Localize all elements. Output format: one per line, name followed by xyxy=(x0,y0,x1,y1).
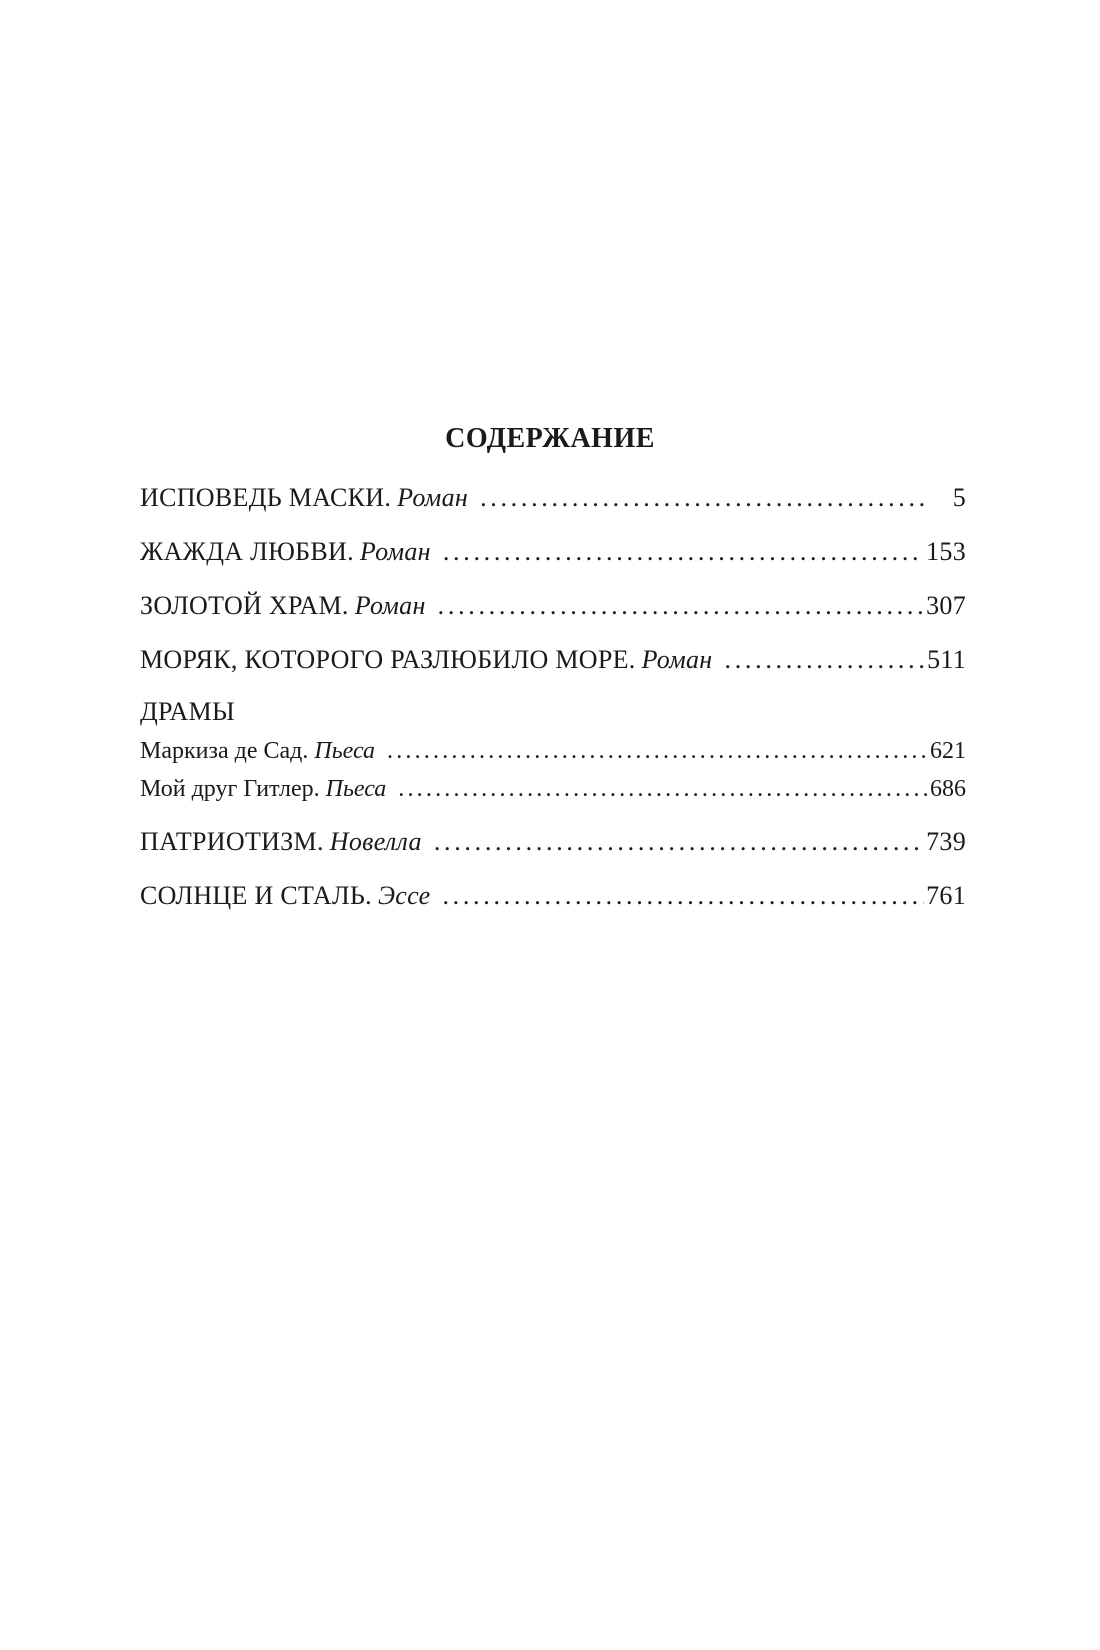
dot-leader xyxy=(442,883,924,909)
toc-entry[interactable] xyxy=(140,485,966,511)
toc-entry-title: ЗОЛОТОЙ ХРАМ. xyxy=(140,591,349,620)
toc-heading: СОДЕРЖАНИЕ xyxy=(445,423,655,454)
toc-entry-genre: Эссе xyxy=(377,881,431,910)
dot-leader xyxy=(387,739,928,763)
toc-entry[interactable] xyxy=(140,883,966,909)
toc-entry-title: Мой друг Гитлер. xyxy=(140,776,320,802)
toc-entry-title: ЖАЖДА ЛЮБВИ. xyxy=(140,537,354,566)
toc-entry-page: 739 xyxy=(926,827,966,856)
toc-entry-genre: Пьеса xyxy=(325,776,387,802)
toc-entry-title: ИСПОВЕДЬ МАСКИ. xyxy=(140,483,392,512)
toc-entry-genre: Роман xyxy=(641,645,713,674)
toc-entry-page: 761 xyxy=(926,881,966,910)
dot-leader xyxy=(725,647,926,673)
dot-leader xyxy=(480,485,925,511)
toc-entry-page: 686 xyxy=(930,776,966,802)
toc-entry-title: ПАТРИОТИЗМ. xyxy=(140,827,324,856)
dot-leader xyxy=(443,539,924,565)
toc-entry-page: 307 xyxy=(926,591,966,620)
toc-entry[interactable] xyxy=(140,777,966,801)
toc-entry-genre: Роман xyxy=(354,591,426,620)
toc-entry[interactable] xyxy=(140,647,966,673)
toc-entry-page: 511 xyxy=(927,645,966,674)
toc-entry-genre: Пьеса xyxy=(314,738,375,764)
section-label-dramas: ДРАМЫ xyxy=(140,697,235,726)
toc-entry[interactable] xyxy=(140,593,966,619)
dot-leader xyxy=(438,593,924,619)
toc-entry[interactable] xyxy=(140,739,966,763)
toc-entry-title: Маркиза де Сад. xyxy=(140,738,309,764)
toc-entry-page: 621 xyxy=(930,738,966,764)
toc-entry-genre: Роман xyxy=(397,483,469,512)
dot-leader xyxy=(434,829,924,855)
dot-leader xyxy=(398,777,928,801)
toc-entry[interactable] xyxy=(140,829,966,855)
toc-entry[interactable] xyxy=(140,539,966,565)
toc-entry-title: МОРЯК, КОТОРОГО РАЗЛЮБИЛО МОРЕ. xyxy=(140,645,636,674)
toc-entry-genre: Роман xyxy=(359,537,431,566)
toc-entry-title: СОЛНЦЕ И СТАЛЬ. xyxy=(140,881,372,910)
toc-entry-page: 5 xyxy=(952,483,966,512)
toc-entry-page: 153 xyxy=(926,537,966,566)
toc-entry-genre: Новелла xyxy=(329,827,422,856)
